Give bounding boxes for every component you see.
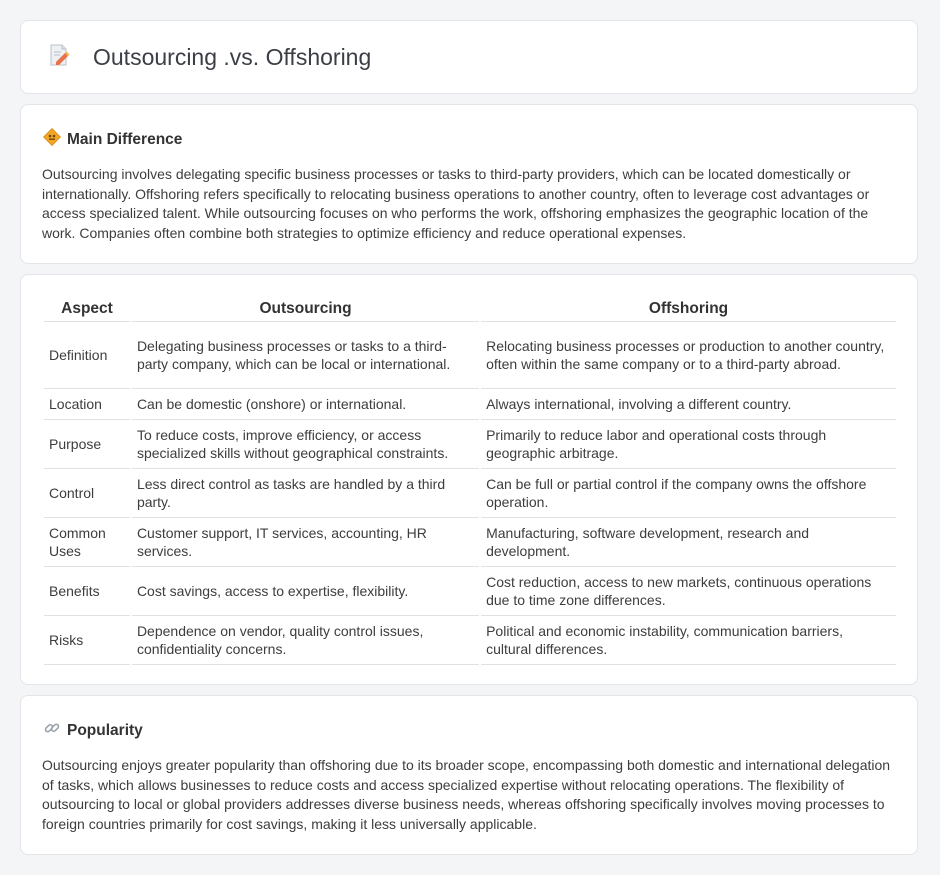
aspect-cell: Common Uses <box>44 518 130 567</box>
offshoring-cell: Manufacturing, software development, research and development. <box>481 518 896 567</box>
aspect-cell: Purpose <box>44 420 130 469</box>
aspect-cell: Control <box>44 469 130 518</box>
table-row <box>44 420 896 469</box>
popularity-text: Outsourcing enjoys greater popularity than offshoring due to its broader scope, encompassing both domestic and international delegation of tasks, which allows businesses to reduce costs and access specialized expertise without relocating operations. The flexibility of outsourcing to local or global providers addresses diverse business needs, whereas offshoring specifically involves moving processes to foreign countries primarily for cost savings, making it less universally applicable. <box>42 757 891 832</box>
popularity-card <box>20 695 918 855</box>
aspect-cell: Benefits <box>44 567 130 616</box>
table-row <box>44 567 896 616</box>
table-header-row <box>44 295 896 322</box>
offshoring-cell: Political and economic instability, communication barriers, cultural differences. <box>481 616 896 665</box>
aspect-cell: Location <box>44 389 130 420</box>
table-row <box>44 469 896 518</box>
outsourcing-cell: Can be domestic (onshore) or international. <box>132 389 479 420</box>
outsourcing-cell: Dependence on vendor, quality control issues, confidentiality concerns. <box>132 616 479 665</box>
diamond-sign-icon <box>43 128 61 151</box>
offshoring-cell: Always international, involving a different country. <box>481 389 896 420</box>
outsourcing-cell: Customer support, IT services, accounting, HR services. <box>132 518 479 567</box>
comparison-card <box>20 274 918 685</box>
header-outsourcing: Outsourcing <box>132 295 479 322</box>
outsourcing-cell: Delegating business processes or tasks to a third-party company, which can be local or international. <box>132 322 479 389</box>
table-row <box>44 518 896 567</box>
outsourcing-cell: Cost savings, access to expertise, flexibility. <box>132 567 479 616</box>
popularity-heading: Popularity <box>67 721 143 739</box>
main-difference-text: Outsourcing involves delegating specific business processes or tasks to third-party providers, which can be located domestically or internationally. Offshoring refers specifically to relocating business operations to another country, often to leverage cost advantages or access specialized talent. While outsourcing focuses on who performs the work, offshoring emphasizes the geographic location of the work. Companies often combine both strategies to optimize efficiency and reduce operational expenses. <box>42 166 870 241</box>
table-row <box>44 389 896 420</box>
aspect-cell: Definition <box>44 322 130 389</box>
page-title: Outsourcing .vs. Offshoring <box>93 44 372 70</box>
link-icon <box>43 719 61 742</box>
offshoring-cell: Primarily to reduce labor and operational costs through geographic arbitrage. <box>481 420 896 469</box>
offshoring-cell: Can be full or partial control if the company owns the offshore operation. <box>481 469 896 518</box>
header-offshoring: Offshoring <box>481 295 896 322</box>
comparison-table <box>42 295 898 665</box>
offshoring-cell: Cost reduction, access to new markets, continuous operations due to time zone differences. <box>481 567 896 616</box>
outsourcing-cell: To reduce costs, improve efficiency, or access specialized skills without geographical constraints. <box>132 420 479 469</box>
main-difference-heading: Main Difference <box>67 130 183 148</box>
header-aspect: Aspect <box>44 295 130 322</box>
header-card <box>20 20 918 94</box>
offshoring-cell: Relocating business processes or production to another country, often within the same company or to a third-party abroad. <box>481 322 896 389</box>
aspect-cell: Risks <box>44 616 130 665</box>
table-row <box>44 616 896 665</box>
outsourcing-cell: Less direct control as tasks are handled by a third party. <box>132 469 479 518</box>
main-difference-card <box>20 104 918 264</box>
document-pencil-icon <box>47 43 71 72</box>
table-row <box>44 322 896 389</box>
